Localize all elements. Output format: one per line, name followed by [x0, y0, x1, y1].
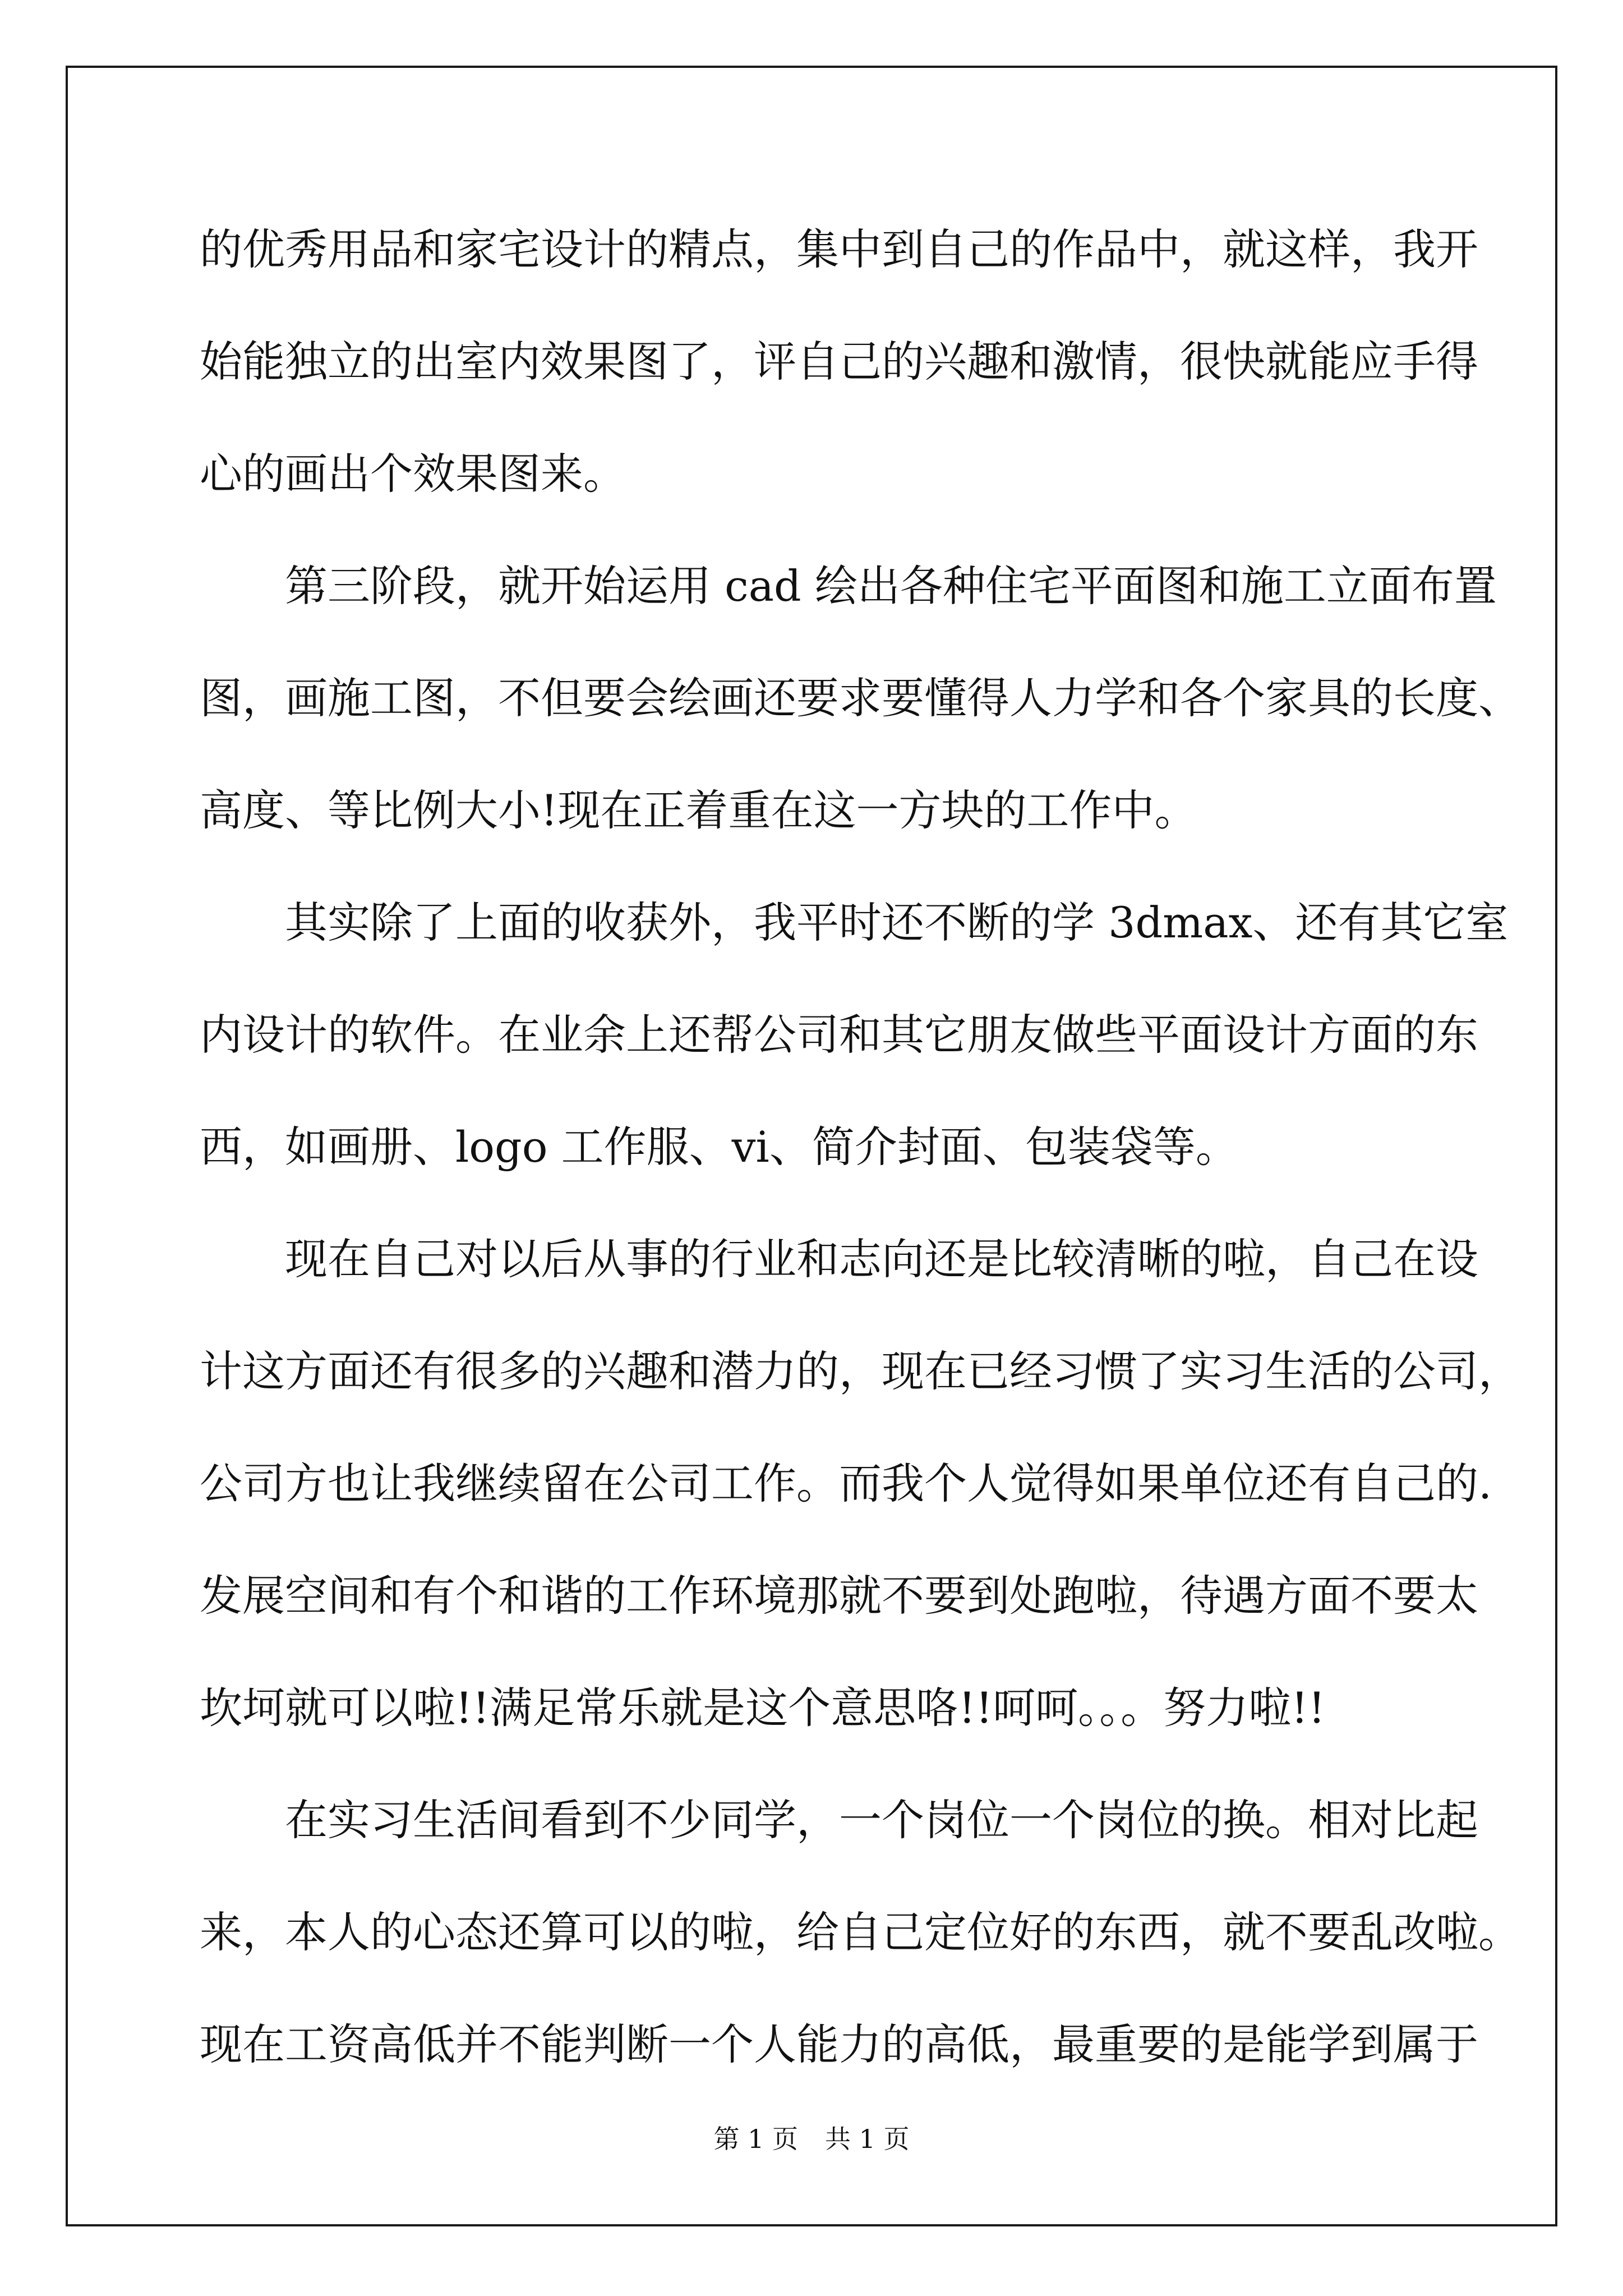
text-line: 的优秀用品和家宅设计的精点，集中到自己的作品中，就这样，我开 [200, 224, 1478, 274]
text-line: 来，本人的心态还算可以的啦，给自己定位好的东西，就不要乱改啦。 [200, 1907, 1521, 1957]
text-line: 西，如画册、logo 工作服、vi、简介封面、包装袋等。 [200, 1122, 1238, 1172]
text-line: 图，画施工图，不但要会绘画还要求要懂得人力学和各个家具的长度、 [200, 673, 1521, 723]
page-number: 第 1 页 [713, 2124, 798, 2154]
page-footer [0, 2122, 1623, 2156]
text-line: 计这方面还有很多的兴趣和潜力的，现在已经习惯了实习生活的公司， [200, 1346, 1521, 1396]
page-total: 共 1 页 [825, 2124, 910, 2154]
text-line: 高度、等比例大小!现在正着重在这一方块的工作中。 [200, 785, 1197, 835]
document-body [200, 194, 1521, 2101]
paragraph-start-line: 其实除了上面的收获外，我平时还不断的学 3dmax、还有其它室 [285, 898, 1509, 947]
text-line: 公司方也让我继续留在公司工作。而我个人觉得如果单位还有自己的. [200, 1458, 1492, 1508]
paragraph-start-line: 第三阶段，就开始运用 cad 绘出各种住宅平面图和施工立面布置 [285, 561, 1497, 611]
paragraph-start-line: 在实习生活间看到不少同学，一个岗位一个岗位的换。相对比起 [285, 1795, 1478, 1845]
text-line: 始能独立的出室内效果图了，评自己的兴趣和激情，很快就能应手得 [200, 337, 1478, 386]
paragraph-start-line: 现在自己对以后从事的行业和志向还是比较清晰的啦，自己在设 [285, 1234, 1478, 1284]
text-line: 发展空间和有个和谐的工作环境那就不要到处跑啦，待遇方面不要太 [200, 1571, 1478, 1621]
text-line: 坎坷就可以啦!!满足常乐就是这个意思咯!!呵呵。。。努力啦!! [200, 1683, 1326, 1733]
text-line: 内设计的软件。在业余上还帮公司和其它朋友做些平面设计方面的东 [200, 1010, 1478, 1060]
text-line: 心的画出个效果图来。 [200, 449, 626, 499]
text-line: 现在工资高低并不能判断一个人能力的高低，最重要的是能学到属于 [200, 2019, 1478, 2069]
